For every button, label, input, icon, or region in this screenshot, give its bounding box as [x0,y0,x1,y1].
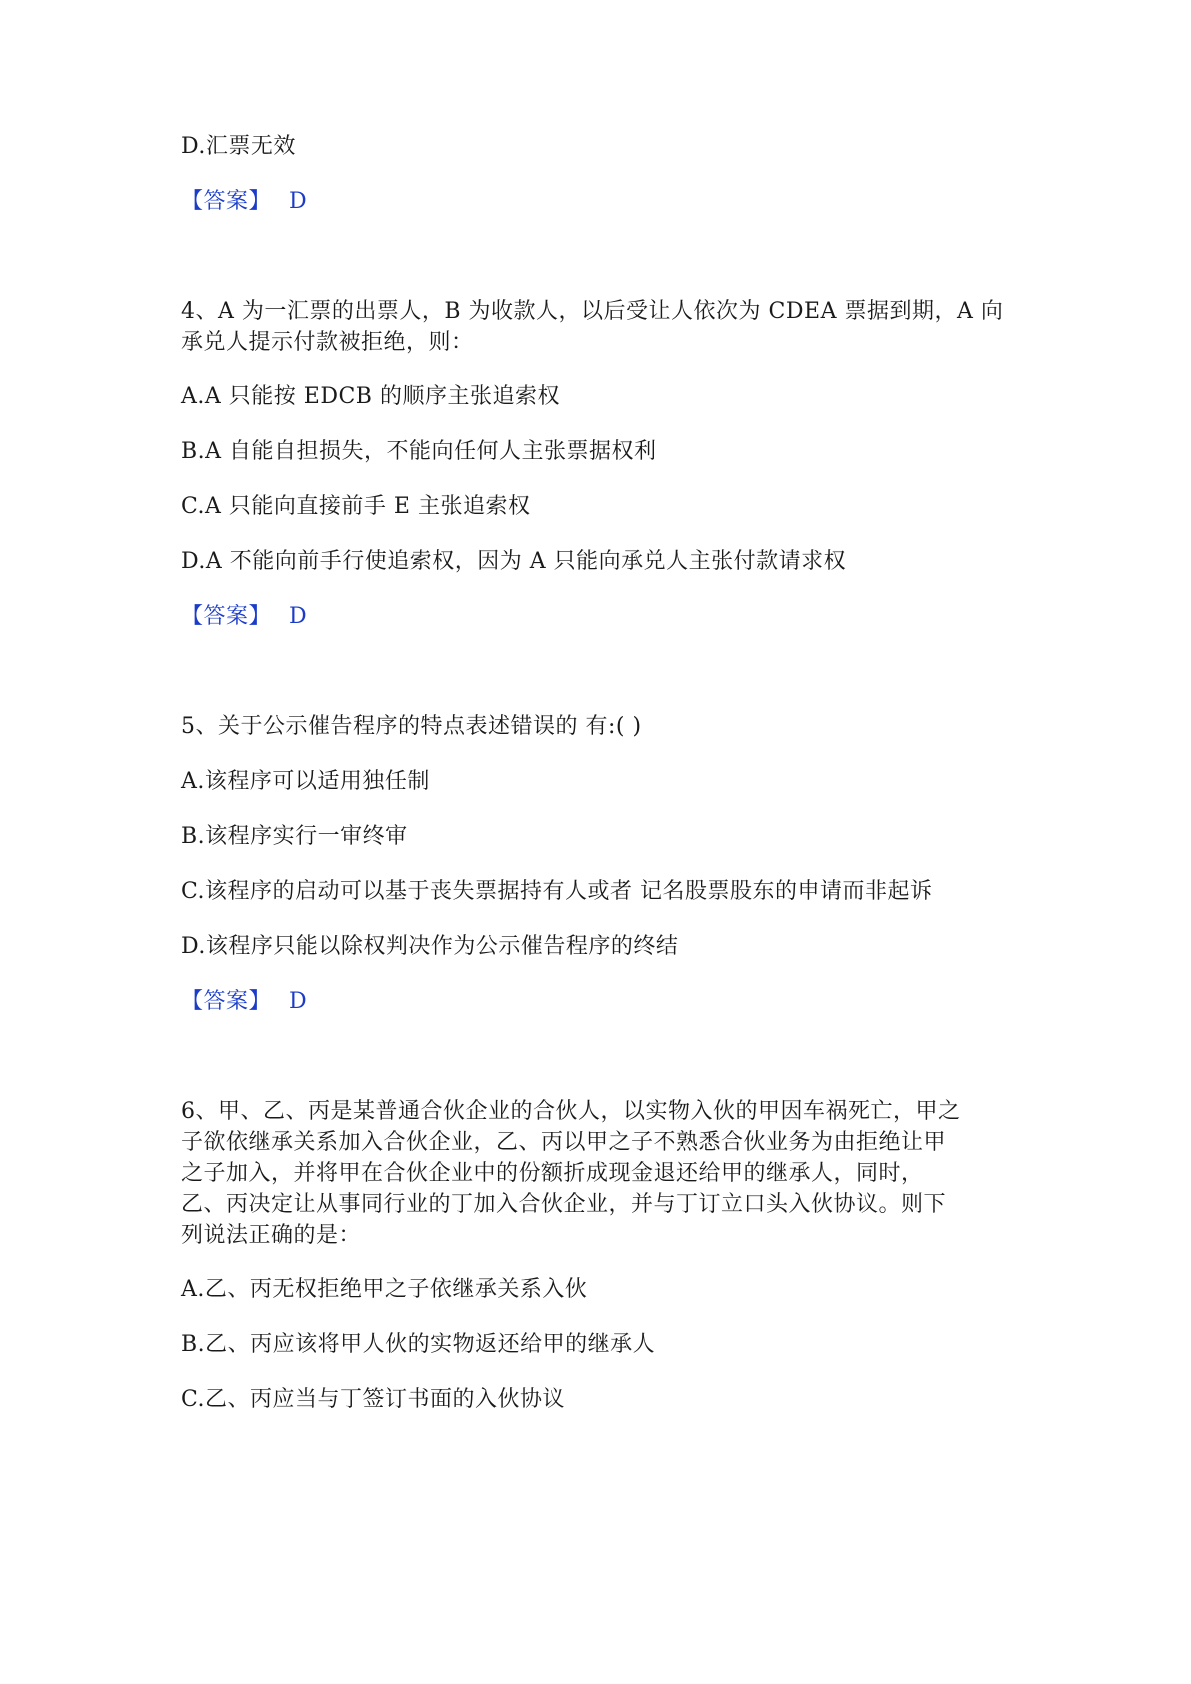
q6-stem-line3: 之子加入，并将甲在合伙企业中的份额折成现金退还给甲的继承人，同时， [181,1161,924,1186]
answer-value: D [289,604,308,629]
answer-value: D [289,989,308,1014]
q4-stem-line2: 承兑人提示付款被拒绝，则： [181,330,474,355]
q4-option-d: D.A 不能向前手行使追索权，因为 A 只能向承兑人主张付款请求权 [181,549,847,574]
answer-value: D [289,189,308,214]
q5-option-c: C.该程序的启动可以基于丧失票据持有人或者 记名股票股东的申请而非起诉 [181,879,933,904]
q5-stem: 5、关于公示催告程序的特点表述错误的 有:( ) [181,714,642,739]
answer-label: 【答案】 [181,989,272,1014]
answer-label: 【答案】 [181,604,272,629]
q6-stem-line1: 6、甲、乙、丙是某普通合伙企业的合伙人，以实物入伙的甲因车祸死亡，甲之 [181,1099,961,1124]
q4-answer [181,600,307,634]
answer-label: 【答案】 [181,189,272,214]
q4-option-b: B.A 自能自担损失，不能向任何人主张票据权利 [181,439,657,464]
q6-option-a: A.乙、丙无权拒绝甲之子依继承关系入伙 [181,1277,588,1302]
q6-stem-line4: 乙、丙决定让从事同行业的丁加入合伙企业，并与丁订立口头入伙协议。则下 [181,1192,947,1217]
q5-option-d: D.该程序只能以除权判决作为公示催告程序的终结 [181,934,679,959]
q6-option-b: B.乙、丙应该将甲人伙的实物返还给甲的继承人 [181,1332,656,1357]
q5-option-b: B.该程序实行一审终审 [181,824,408,849]
q5-answer [181,985,307,1019]
q3-option-d: D.汇票无效 [181,134,296,159]
q4-option-c: C.A 只能向直接前手 E 主张追索权 [181,494,531,519]
q6-stem-line5: 列说法正确的是： [181,1223,362,1248]
q4-option-a: A.A 只能按 EDCB 的顺序主张追索权 [181,384,560,409]
q6-stem-line2: 子欲依继承关系加入合伙企业，乙、丙以甲之子不熟悉合伙业务为由拒绝让甲 [181,1130,947,1155]
q6-option-c: C.乙、丙应当与丁签订书面的入伙协议 [181,1387,566,1412]
q5-option-a: A.该程序可以适用独任制 [181,769,430,794]
q4-stem-line1: 4、A 为一汇票的出票人，B 为收款人，以后受让人依次为 CDEA 票据到期，A 向 [181,299,1004,324]
q3-answer [181,185,307,219]
